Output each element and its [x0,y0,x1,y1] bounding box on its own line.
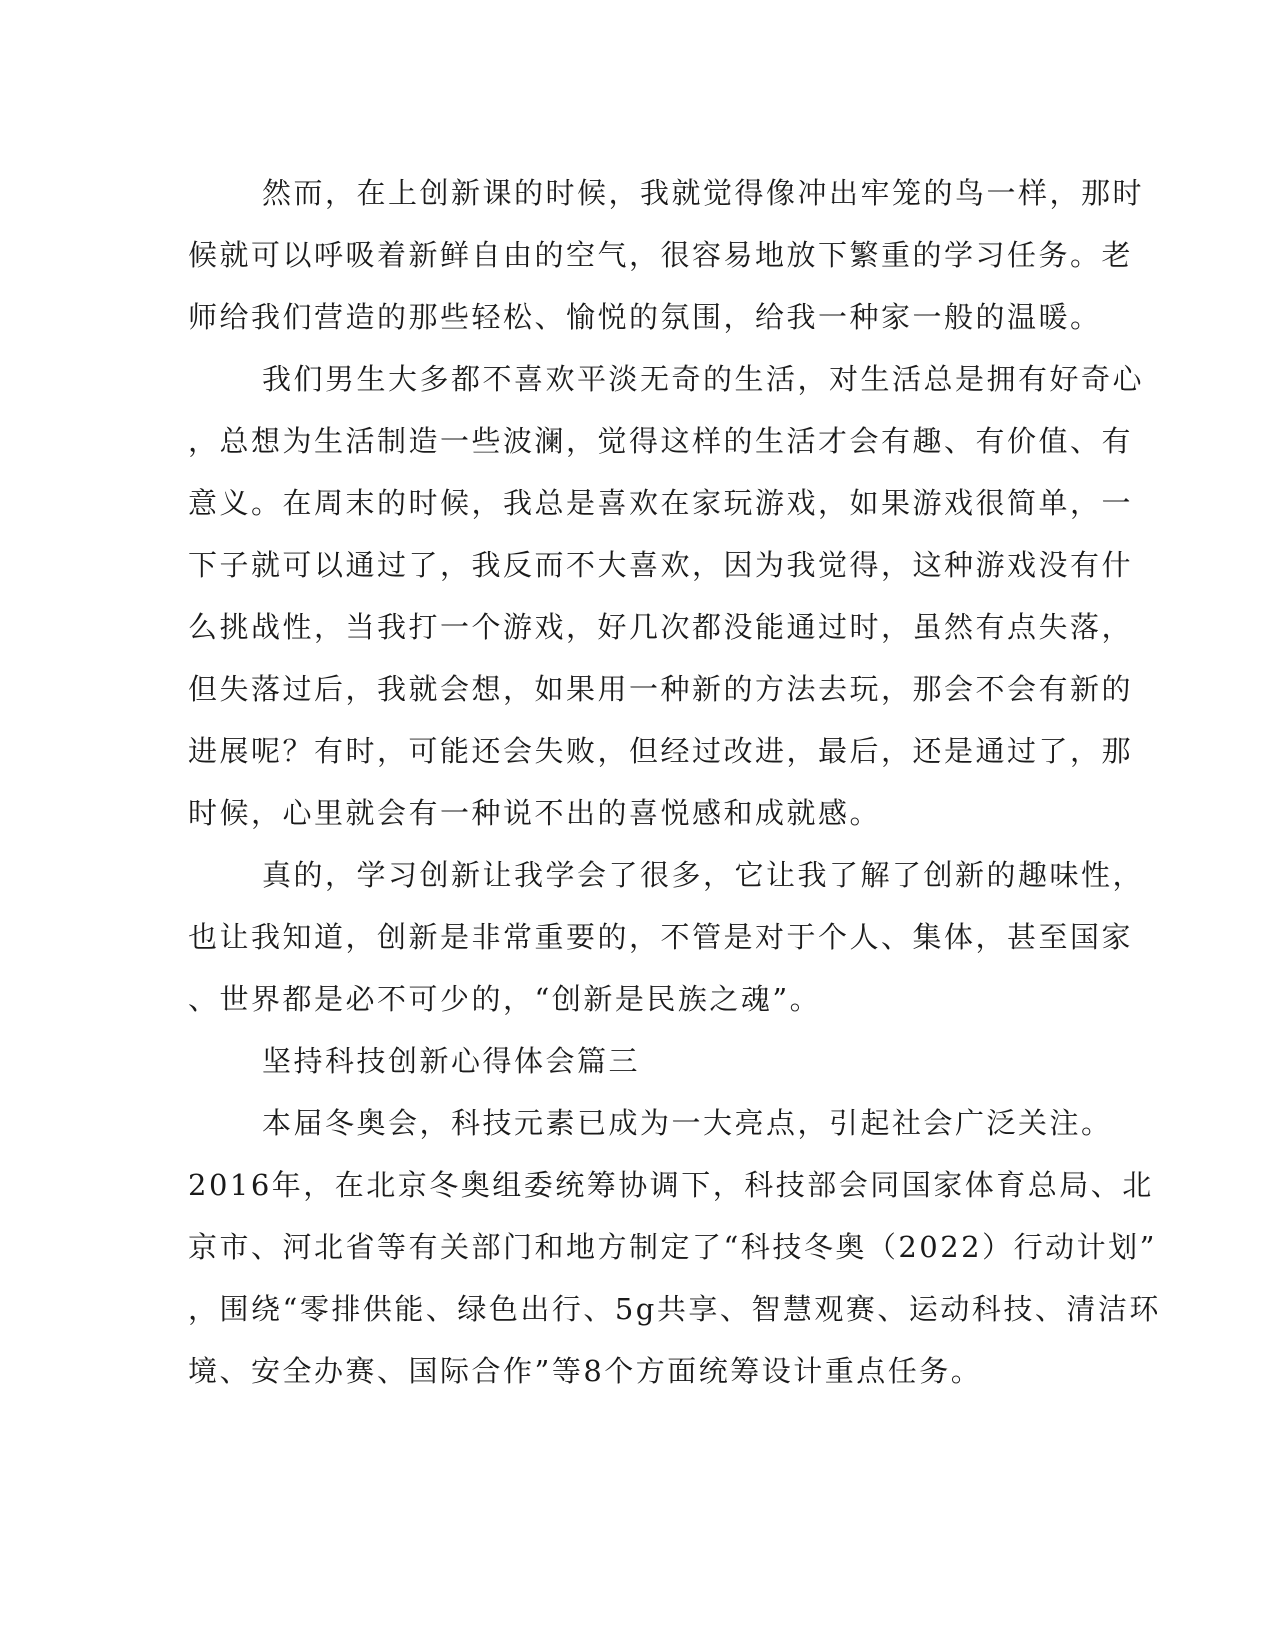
text-line: 2016年，在北京冬奥组委统筹协调下，科技部会同国家体育总局、北 [188,1168,1154,1202]
text-line: 进展呢？有时，可能还会失败，但经过改进，最后，还是通过了，那 [188,734,1134,768]
text-line: 候就可以呼吸着新鲜自由的空气，很容易地放下繁重的学习任务。老 [188,238,1134,272]
text-line: 京市、河北省等有关部门和地方制定了“科技冬奥（2022）行动计划” [188,1230,1157,1264]
paragraph-2 [188,348,1145,844]
text-line: 意义。在周末的时候，我总是喜欢在家玩游戏，如果游戏很简单，一 [188,486,1134,520]
paragraph-3 [188,844,1145,1030]
text-line: 也让我知道，创新是非常重要的，不管是对于个人、集体，甚至国家 [188,920,1134,954]
text-line: 、世界都是必不可少的，“创新是民族之魂”。 [188,982,822,1016]
text-line: 然而，在上创新课的时候，我就觉得像冲出牢笼的鸟一样，那时 [262,176,1145,210]
text-line: 师给我们营造的那些轻松、愉悦的氛围，给我一种家一般的温暖。 [188,300,1102,334]
paragraph-5 [188,1092,1161,1402]
paragraph-1 [188,162,1145,348]
text-line: 境、安全办赛、国际合作”等8个方面统筹设计重点任务。 [188,1354,983,1388]
text-line: 本届冬奥会，科技元素已成为一大亮点，引起社会广泛关注。 [262,1106,1113,1140]
heading-line: 坚持科技创新心得体会篇三 [262,1044,641,1078]
text-line: 真的，学习创新让我学会了很多，它让我了解了创新的趣味性， [262,858,1145,892]
text-line: 时候，心里就会有一种说不出的喜悦感和成就感。 [188,796,882,830]
document-body [188,162,1161,1402]
text-line: 么挑战性，当我打一个游戏，好几次都没能通过时，虽然有点失落， [188,610,1134,644]
text-line: 但失落过后，我就会想，如果用一种新的方法去玩，那会不会有新的 [188,672,1134,706]
section-heading [188,1030,1088,1092]
text-line: ，围绕“零排供能、绿色出行、5g共享、智慧观赛、运动科技、清洁环 [188,1292,1161,1326]
text-line: 我们男生大多都不喜欢平淡无奇的生活，对生活总是拥有好奇心 [262,362,1145,396]
text-line: 下子就可以通过了，我反而不大喜欢，因为我觉得，这种游戏没有什 [188,548,1134,582]
text-line: ，总想为生活制造一些波澜，觉得这样的生活才会有趣、有价值、有 [188,424,1134,458]
